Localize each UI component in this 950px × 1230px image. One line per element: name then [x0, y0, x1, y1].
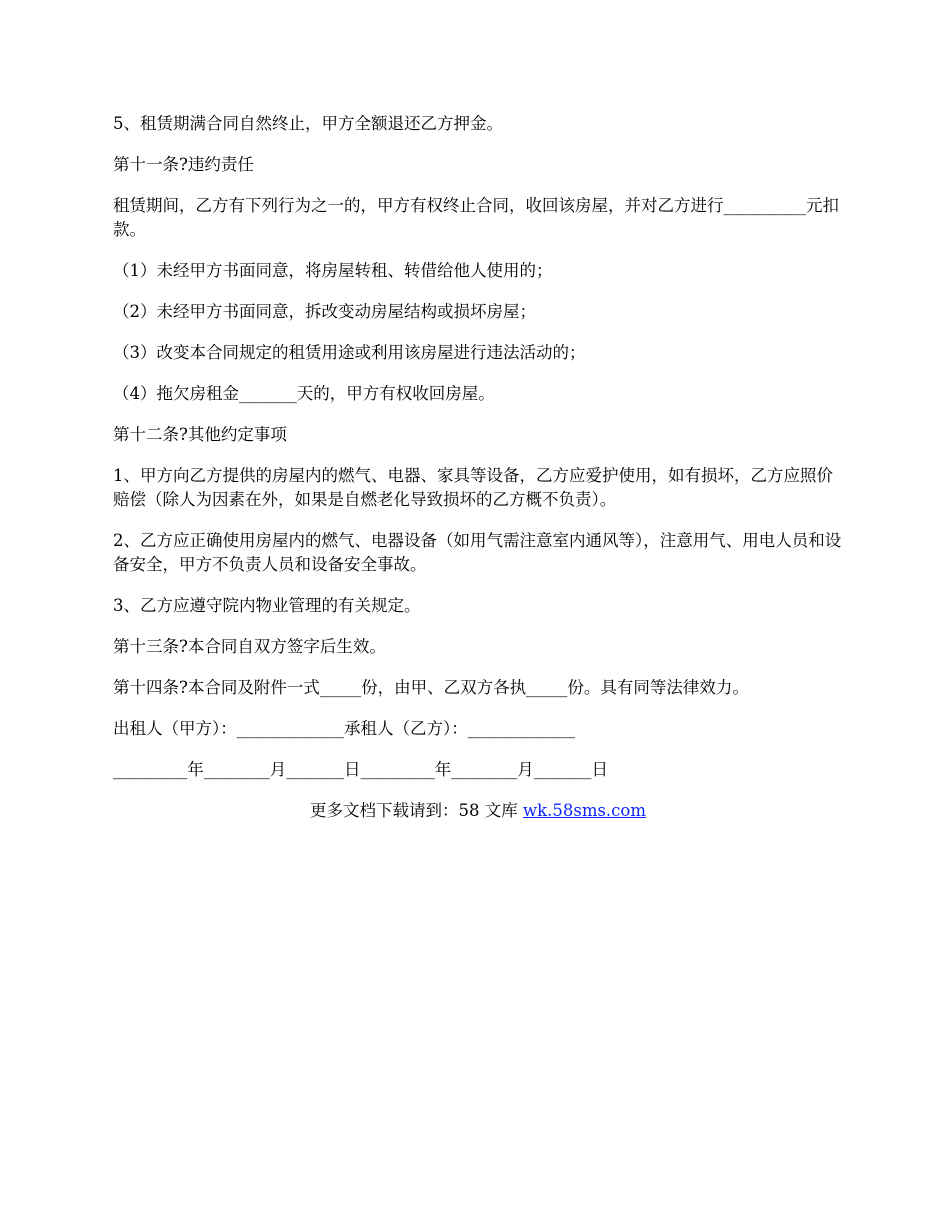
paragraph-other-item-2: 2、乙方应正确使用房屋内的燃气、电器设备（如用气需注意室内通风等），注意用气、用电人员和设备安全，甲方不负责人员和设备安全事故。 [113, 531, 842, 574]
heading-article-14: 第十四条?本合同及附件一式_____份，由甲、乙双方各执_____份。具有同等法律效力。 [113, 678, 749, 697]
paragraph-other-item-1: 1、甲方向乙方提供的房屋内的燃气、电器、家具等设备，乙方应爱护使用，如有损坏，乙方应照价赔偿（除人为因素在外，如果是自燃老化导致损坏的乙方概不负责）。 [113, 466, 833, 509]
paragraph-breach-item-1: （1）未经甲方书面同意，将房屋转租、转借给他人使用的； [113, 261, 553, 280]
footer-text: 更多文档下载请到：58 文库 [309, 801, 523, 820]
heading-article-11: 第十一条?违约责任 [113, 155, 254, 174]
footer [113, 799, 843, 823]
signature-line: 出租人（甲方）：_____________承租人（乙方）：_____________ [113, 719, 575, 738]
date-line: _________年________月_______日_________年________月_______日 [113, 760, 608, 779]
paragraph-breach-item-2: （2）未经甲方书面同意，拆改变动房屋结构或损坏房屋； [113, 302, 536, 321]
document-page [113, 112, 843, 823]
paragraph-breach-item-3: （3）改变本合同规定的租赁用途或利用该房屋进行违法活动的； [113, 343, 586, 362]
footer-link[interactable]: wk.58sms.com [522, 801, 646, 820]
paragraph-breach-intro: 租赁期间，乙方有下列行为之一的，甲方有权终止合同，收回该房屋，并对乙方进行__________元扣款。 [113, 196, 839, 239]
heading-article-12: 第十二条?其他约定事项 [113, 425, 287, 444]
paragraph-other-item-3: 3、乙方应遵守院内物业管理的有关规定。 [113, 596, 421, 615]
heading-article-13: 第十三条?本合同自双方签字后生效。 [113, 637, 386, 656]
paragraph-deposit-refund: 5、租赁期满合同自然终止，甲方全额退还乙方押金。 [113, 114, 503, 133]
paragraph-breach-item-4: （4）拖欠房租金_______天的，甲方有权收回房屋。 [113, 384, 495, 403]
